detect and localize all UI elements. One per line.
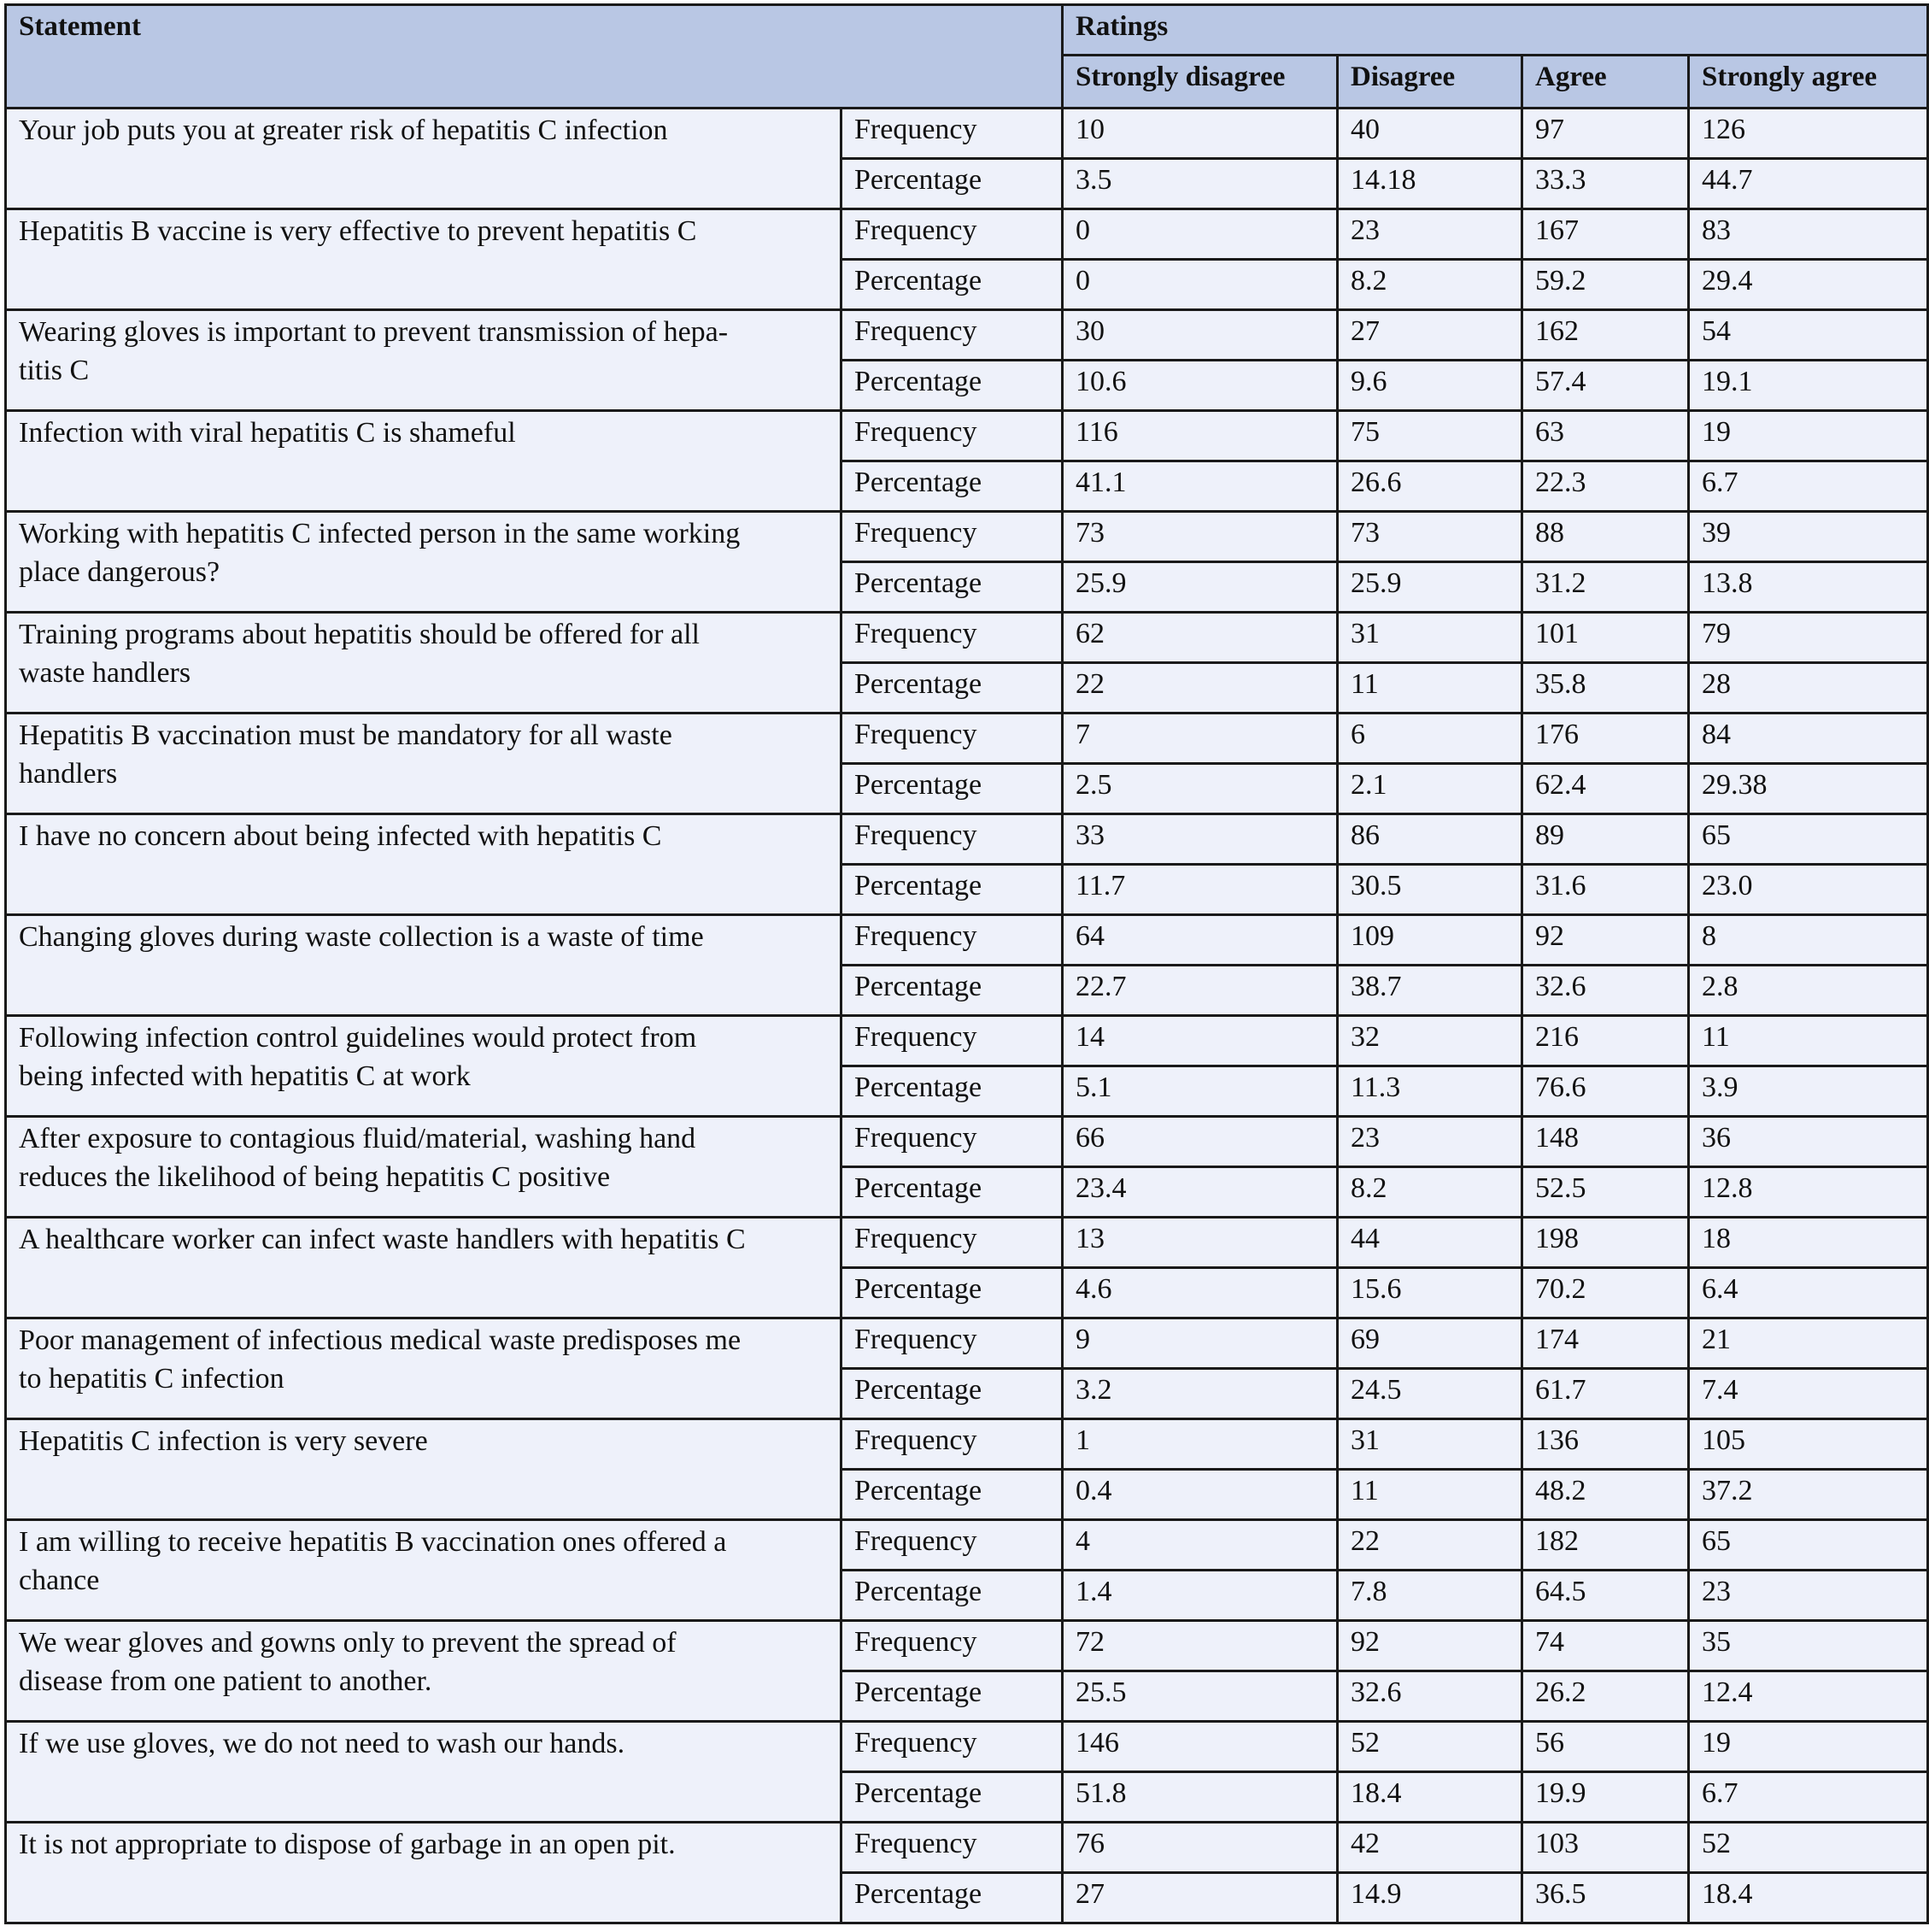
frequency-value-cell: 4 (1063, 1520, 1338, 1571)
table-row (6, 915, 1928, 966)
column-header-strongly-disagree: Strongly disagree (1063, 56, 1338, 109)
table-row (6, 310, 1928, 361)
table-row (6, 1419, 1928, 1470)
frequency-value-cell: 69 (1338, 1318, 1522, 1369)
percentage-value-cell: 31.2 (1522, 562, 1689, 613)
percentage-value-cell: 41.1 (1063, 461, 1338, 512)
frequency-label: Frequency (841, 310, 1063, 361)
statement-cell: Wearing gloves is important to prevent transmission of hepa- titis C (6, 310, 841, 411)
frequency-value-cell: 7 (1063, 713, 1338, 764)
frequency-value-cell: 32 (1338, 1016, 1522, 1066)
percentage-value-cell: 2.8 (1689, 966, 1928, 1016)
frequency-value-cell: 73 (1338, 512, 1522, 562)
percentage-value-cell: 31.6 (1522, 865, 1689, 915)
statement-cell: We wear gloves and gowns only to prevent the spread of disease from one patient to another. (6, 1621, 841, 1722)
table-body (6, 109, 1928, 1923)
column-header-disagree: Disagree (1338, 56, 1522, 109)
frequency-value-cell: 92 (1522, 915, 1689, 966)
percentage-value-cell: 6.7 (1689, 461, 1928, 512)
percentage-value-cell: 36.5 (1522, 1873, 1689, 1923)
percentage-value-cell: 57.4 (1522, 361, 1689, 411)
percentage-value-cell: 9.6 (1338, 361, 1522, 411)
frequency-value-cell: 54 (1689, 310, 1928, 361)
percentage-value-cell: 19.9 (1522, 1772, 1689, 1823)
percentage-value-cell: 14.9 (1338, 1873, 1522, 1923)
frequency-label: Frequency (841, 713, 1063, 764)
statement-cell: Hepatitis C infection is very severe (6, 1419, 841, 1520)
percentage-label: Percentage (841, 1268, 1063, 1318)
percentage-label: Percentage (841, 1772, 1063, 1823)
percentage-value-cell: 27 (1063, 1873, 1338, 1923)
frequency-value-cell: 40 (1338, 109, 1522, 159)
frequency-value-cell: 76 (1063, 1823, 1338, 1873)
percentage-value-cell: 44.7 (1689, 159, 1928, 209)
frequency-value-cell: 88 (1522, 512, 1689, 562)
percentage-value-cell: 5.1 (1063, 1066, 1338, 1117)
frequency-value-cell: 6 (1338, 713, 1522, 764)
frequency-label: Frequency (841, 512, 1063, 562)
frequency-value-cell: 10 (1063, 109, 1338, 159)
frequency-value-cell: 72 (1063, 1621, 1338, 1671)
percentage-value-cell: 32.6 (1338, 1671, 1522, 1722)
frequency-label: Frequency (841, 1117, 1063, 1167)
frequency-value-cell: 136 (1522, 1419, 1689, 1470)
percentage-label: Percentage (841, 663, 1063, 713)
percentage-value-cell: 14.18 (1338, 159, 1522, 209)
frequency-value-cell: 31 (1338, 1419, 1522, 1470)
percentage-value-cell: 2.5 (1063, 764, 1338, 814)
percentage-value-cell: 28 (1689, 663, 1928, 713)
frequency-value-cell: 74 (1522, 1621, 1689, 1671)
frequency-label: Frequency (841, 109, 1063, 159)
statement-cell: I am willing to receive hepatitis B vaccination ones offered a chance (6, 1520, 841, 1621)
frequency-value-cell: 44 (1338, 1218, 1522, 1268)
frequency-value-cell: 63 (1522, 411, 1689, 461)
statement-cell: Infection with viral hepatitis C is shameful (6, 411, 841, 512)
percentage-value-cell: 52.5 (1522, 1167, 1689, 1218)
percentage-value-cell: 11.3 (1338, 1066, 1522, 1117)
percentage-value-cell: 15.6 (1338, 1268, 1522, 1318)
frequency-value-cell: 11 (1689, 1016, 1928, 1066)
percentage-value-cell: 62.4 (1522, 764, 1689, 814)
table-row (6, 1621, 1928, 1671)
frequency-value-cell: 0 (1063, 209, 1338, 260)
frequency-value-cell: 105 (1689, 1419, 1928, 1470)
percentage-label: Percentage (841, 361, 1063, 411)
frequency-value-cell: 75 (1338, 411, 1522, 461)
frequency-value-cell: 148 (1522, 1117, 1689, 1167)
percentage-value-cell: 18.4 (1689, 1873, 1928, 1923)
frequency-value-cell: 79 (1689, 613, 1928, 663)
frequency-value-cell: 27 (1338, 310, 1522, 361)
frequency-value-cell: 103 (1522, 1823, 1689, 1873)
statement-cell: Following infection control guidelines would protect from being infected with hepatitis C at work (6, 1016, 841, 1117)
statement-cell: A healthcare worker can infect waste handlers with hepatitis C (6, 1218, 841, 1318)
percentage-label: Percentage (841, 1369, 1063, 1419)
percentage-value-cell: 10.6 (1063, 361, 1338, 411)
percentage-value-cell: 61.7 (1522, 1369, 1689, 1419)
percentage-value-cell: 8.2 (1338, 1167, 1522, 1218)
percentage-value-cell: 23 (1689, 1571, 1928, 1621)
percentage-value-cell: 3.9 (1689, 1066, 1928, 1117)
frequency-value-cell: 97 (1522, 109, 1689, 159)
percentage-value-cell: 11.7 (1063, 865, 1338, 915)
percentage-value-cell: 26.2 (1522, 1671, 1689, 1722)
percentage-value-cell: 22.7 (1063, 966, 1338, 1016)
frequency-value-cell: 83 (1689, 209, 1928, 260)
frequency-value-cell: 65 (1689, 814, 1928, 865)
percentage-value-cell: 32.6 (1522, 966, 1689, 1016)
frequency-value-cell: 116 (1063, 411, 1338, 461)
frequency-value-cell: 198 (1522, 1218, 1689, 1268)
statement-cell: After exposure to contagious fluid/material, washing hand reduces the likelihood of being hepatitis C positive (6, 1117, 841, 1218)
percentage-value-cell: 35.8 (1522, 663, 1689, 713)
percentage-value-cell: 24.5 (1338, 1369, 1522, 1419)
frequency-value-cell: 56 (1522, 1722, 1689, 1772)
frequency-label: Frequency (841, 1016, 1063, 1066)
frequency-value-cell: 36 (1689, 1117, 1928, 1167)
percentage-label: Percentage (841, 1470, 1063, 1520)
percentage-value-cell: 70.2 (1522, 1268, 1689, 1318)
percentage-value-cell: 25.9 (1338, 562, 1522, 613)
frequency-value-cell: 31 (1338, 613, 1522, 663)
percentage-value-cell: 12.8 (1689, 1167, 1928, 1218)
frequency-label: Frequency (841, 1218, 1063, 1268)
frequency-label: Frequency (841, 1823, 1063, 1873)
table-row (6, 512, 1928, 562)
frequency-value-cell: 52 (1338, 1722, 1522, 1772)
percentage-value-cell: 1.4 (1063, 1571, 1338, 1621)
percentage-value-cell: 6.7 (1689, 1772, 1928, 1823)
frequency-value-cell: 33 (1063, 814, 1338, 865)
frequency-value-cell: 62 (1063, 613, 1338, 663)
frequency-value-cell: 126 (1689, 109, 1928, 159)
frequency-value-cell: 19 (1689, 411, 1928, 461)
frequency-value-cell: 42 (1338, 1823, 1522, 1873)
table-row (6, 1117, 1928, 1167)
percentage-value-cell: 19.1 (1689, 361, 1928, 411)
frequency-value-cell: 52 (1689, 1823, 1928, 1873)
percentage-label: Percentage (841, 1571, 1063, 1621)
frequency-value-cell: 84 (1689, 713, 1928, 764)
percentage-value-cell: 18.4 (1338, 1772, 1522, 1823)
percentage-value-cell: 22 (1063, 663, 1338, 713)
frequency-value-cell: 22 (1338, 1520, 1522, 1571)
frequency-value-cell: 23 (1338, 209, 1522, 260)
frequency-value-cell: 109 (1338, 915, 1522, 966)
frequency-value-cell: 162 (1522, 310, 1689, 361)
frequency-value-cell: 73 (1063, 512, 1338, 562)
percentage-value-cell: 26.6 (1338, 461, 1522, 512)
statement-cell: Working with hepatitis C infected person in the same working place dangerous? (6, 512, 841, 613)
frequency-label: Frequency (841, 1318, 1063, 1369)
ratings-header: Ratings (1063, 5, 1928, 56)
percentage-label: Percentage (841, 1671, 1063, 1722)
frequency-value-cell: 23 (1338, 1117, 1522, 1167)
frequency-label: Frequency (841, 411, 1063, 461)
statement-cell: Changing gloves during waste collection is a waste of time (6, 915, 841, 1016)
frequency-label: Frequency (841, 814, 1063, 865)
statement-cell: If we use gloves, we do not need to wash our hands. (6, 1722, 841, 1823)
frequency-value-cell: 18 (1689, 1218, 1928, 1268)
table-row (6, 1722, 1928, 1772)
percentage-value-cell: 25.5 (1063, 1671, 1338, 1722)
table-row (6, 713, 1928, 764)
percentage-value-cell: 7.8 (1338, 1571, 1522, 1621)
statement-cell: Training programs about hepatitis should be offered for all waste handlers (6, 613, 841, 713)
column-header-agree: Agree (1522, 56, 1689, 109)
percentage-value-cell: 3.5 (1063, 159, 1338, 209)
percentage-value-cell: 23.0 (1689, 865, 1928, 915)
percentage-value-cell: 51.8 (1063, 1772, 1338, 1823)
statement-cell: Your job puts you at greater risk of hepatitis C infection (6, 109, 841, 209)
percentage-value-cell: 48.2 (1522, 1470, 1689, 1520)
percentage-value-cell: 11 (1338, 663, 1522, 713)
frequency-value-cell: 65 (1689, 1520, 1928, 1571)
percentage-value-cell: 0 (1063, 260, 1338, 310)
percentage-value-cell: 33.3 (1522, 159, 1689, 209)
frequency-value-cell: 146 (1063, 1722, 1338, 1772)
table-row (6, 1520, 1928, 1571)
percentage-value-cell: 37.2 (1689, 1470, 1928, 1520)
percentage-value-cell: 3.2 (1063, 1369, 1338, 1419)
percentage-label: Percentage (841, 461, 1063, 512)
statement-cell: Hepatitis B vaccination must be mandatory for all waste handlers (6, 713, 841, 814)
percentage-label: Percentage (841, 1167, 1063, 1218)
statement-cell: Poor management of infectious medical waste predisposes me to hepatitis C infection (6, 1318, 841, 1419)
frequency-label: Frequency (841, 915, 1063, 966)
frequency-value-cell: 86 (1338, 814, 1522, 865)
percentage-label: Percentage (841, 1873, 1063, 1923)
frequency-label: Frequency (841, 1621, 1063, 1671)
statement-header: Statement (6, 5, 1063, 109)
percentage-value-cell: 6.4 (1689, 1268, 1928, 1318)
frequency-label: Frequency (841, 1722, 1063, 1772)
percentage-value-cell: 4.6 (1063, 1268, 1338, 1318)
frequency-value-cell: 182 (1522, 1520, 1689, 1571)
ratings-table (4, 3, 1929, 1924)
percentage-value-cell: 22.3 (1522, 461, 1689, 512)
frequency-value-cell: 216 (1522, 1016, 1689, 1066)
frequency-value-cell: 64 (1063, 915, 1338, 966)
percentage-value-cell: 76.6 (1522, 1066, 1689, 1117)
frequency-value-cell: 176 (1522, 713, 1689, 764)
frequency-value-cell: 21 (1689, 1318, 1928, 1369)
frequency-label: Frequency (841, 1520, 1063, 1571)
percentage-label: Percentage (841, 260, 1063, 310)
table-row (6, 1318, 1928, 1369)
percentage-value-cell: 8.2 (1338, 260, 1522, 310)
percentage-label: Percentage (841, 865, 1063, 915)
frequency-label: Frequency (841, 209, 1063, 260)
frequency-label: Frequency (841, 1419, 1063, 1470)
frequency-value-cell: 174 (1522, 1318, 1689, 1369)
frequency-value-cell: 101 (1522, 613, 1689, 663)
frequency-value-cell: 92 (1338, 1621, 1522, 1671)
percentage-value-cell: 38.7 (1338, 966, 1522, 1016)
table-row (6, 1016, 1928, 1066)
table-row (6, 109, 1928, 159)
table-row (6, 1218, 1928, 1268)
frequency-value-cell: 89 (1522, 814, 1689, 865)
table-row (6, 411, 1928, 461)
frequency-value-cell: 1 (1063, 1419, 1338, 1470)
percentage-label: Percentage (841, 159, 1063, 209)
frequency-value-cell: 167 (1522, 209, 1689, 260)
frequency-value-cell: 39 (1689, 512, 1928, 562)
frequency-value-cell: 66 (1063, 1117, 1338, 1167)
percentage-value-cell: 30.5 (1338, 865, 1522, 915)
percentage-value-cell: 64.5 (1522, 1571, 1689, 1621)
percentage-value-cell: 2.1 (1338, 764, 1522, 814)
frequency-value-cell: 35 (1689, 1621, 1928, 1671)
frequency-label: Frequency (841, 613, 1063, 663)
percentage-value-cell: 11 (1338, 1470, 1522, 1520)
percentage-value-cell: 59.2 (1522, 260, 1689, 310)
statement-cell: Hepatitis B vaccine is very effective to prevent hepatitis C (6, 209, 841, 310)
percentage-label: Percentage (841, 1066, 1063, 1117)
frequency-value-cell: 30 (1063, 310, 1338, 361)
percentage-value-cell: 7.4 (1689, 1369, 1928, 1419)
table-row (6, 814, 1928, 865)
frequency-value-cell: 8 (1689, 915, 1928, 966)
table-row (6, 1823, 1928, 1873)
percentage-value-cell: 29.4 (1689, 260, 1928, 310)
frequency-value-cell: 19 (1689, 1722, 1928, 1772)
percentage-value-cell: 12.4 (1689, 1671, 1928, 1722)
table-row (6, 209, 1928, 260)
frequency-value-cell: 9 (1063, 1318, 1338, 1369)
column-header-strongly-agree: Strongly agree (1689, 56, 1928, 109)
percentage-value-cell: 13.8 (1689, 562, 1928, 613)
statement-cell: It is not appropriate to dispose of garbage in an open pit. (6, 1823, 841, 1923)
percentage-value-cell: 23.4 (1063, 1167, 1338, 1218)
percentage-value-cell: 25.9 (1063, 562, 1338, 613)
percentage-label: Percentage (841, 764, 1063, 814)
percentage-value-cell: 0.4 (1063, 1470, 1338, 1520)
percentage-label: Percentage (841, 966, 1063, 1016)
statement-cell: I have no concern about being infected with hepatitis C (6, 814, 841, 915)
table-row (6, 613, 1928, 663)
frequency-value-cell: 13 (1063, 1218, 1338, 1268)
percentage-value-cell: 29.38 (1689, 764, 1928, 814)
frequency-value-cell: 14 (1063, 1016, 1338, 1066)
percentage-label: Percentage (841, 562, 1063, 613)
